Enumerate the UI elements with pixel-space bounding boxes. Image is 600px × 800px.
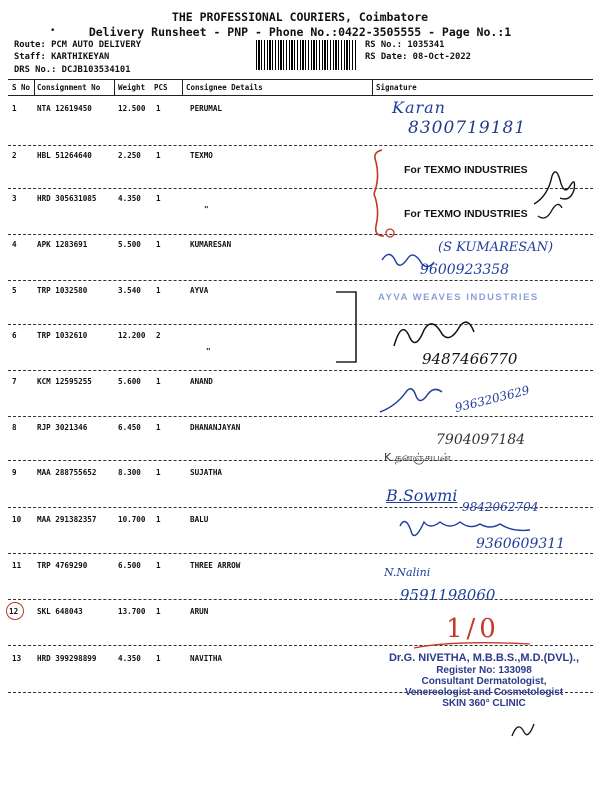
runsheet-subtitle: Delivery Runsheet - PNP - Phone No.:0422-3505555 - Page No.:1 (88, 25, 512, 39)
row-consignee: THREE ARROW (190, 561, 241, 570)
route-text: Route: PCM AUTO DELIVERY (14, 40, 142, 50)
row-consignee: DHANANJAYAN (190, 423, 241, 432)
row-sno: 11 (12, 561, 22, 570)
signature-name: N.Nalini (384, 566, 431, 579)
row-sno: 8 (12, 423, 17, 432)
row-pcs: 2 (156, 331, 161, 340)
column-header-consignment: Consignment No (37, 83, 101, 92)
row-consignment: SKL 648043 (37, 607, 83, 616)
row-weight: 3.540 (118, 286, 141, 295)
row-pcs: 1 (156, 423, 161, 432)
col-divider (34, 79, 35, 95)
row-pcs: 1 (156, 468, 161, 477)
table-row (0, 554, 600, 599)
signature-phone: 9591198060 (400, 586, 496, 604)
table-header-bottom-border (8, 95, 593, 96)
row-pcs: 1 (156, 151, 161, 160)
signature-mark: 1/0 (446, 614, 500, 644)
row-pcs: 1 (156, 515, 161, 524)
row-consignee: PERUMAL (190, 104, 223, 113)
row-consignee: KUMARESAN (190, 240, 232, 249)
row-consignee: " (204, 205, 209, 214)
row-consignment: TRP 1032610 (37, 331, 88, 340)
column-header-consignee: Consignee Details (186, 83, 263, 92)
doctor-name: Dr.G. NIVETHA, M.B.B.S.,M.D.(DVL)., (388, 652, 580, 664)
signature-scribble (376, 382, 446, 418)
row-consignee: SUJATHA (190, 468, 223, 477)
row-sno: 4 (12, 240, 17, 249)
column-header-sno: S No (12, 83, 31, 92)
doctor-stamp (386, 652, 582, 709)
row-consignment: HBL 51264640 (37, 151, 92, 160)
row-consignment: TRP 1032580 (37, 286, 88, 295)
row-consignment: MAA 288755652 (37, 468, 97, 477)
row-sno: 9 (12, 468, 17, 477)
row-consignment: KCM 12595255 (37, 377, 92, 386)
row-consignment: NTA 12619450 (37, 104, 92, 113)
row-consignee: NAVITHA (190, 654, 223, 663)
rs-date: RS Date: 08-Oct-2022 (365, 52, 471, 62)
row-weight: 12.200 (118, 331, 146, 340)
row-consignment: HRD 399298899 (37, 654, 97, 663)
doctor-register: Register No: 133098 (436, 665, 532, 676)
row-weight: 5.600 (118, 377, 141, 386)
row-sno: 3 (12, 194, 17, 203)
signature-phone: 9363203629 (453, 382, 531, 416)
row-weight: 6.500 (118, 561, 141, 570)
row-sno: 7 (12, 377, 17, 386)
row-consignment: MAA 291382357 (37, 515, 97, 524)
row-pcs: 1 (156, 286, 161, 295)
staff-text: Staff: KARTHIKEYAN (14, 52, 110, 62)
row-pcs: 1 (156, 240, 161, 249)
doctor-title: Venereologist and Cosmetologist (404, 687, 564, 698)
table-top-border (8, 79, 593, 80)
barcode (256, 40, 356, 70)
rs-number: RS No.: 1035341 (365, 40, 445, 50)
clinic-name: SKIN 360° CLINIC (442, 698, 526, 709)
signature-phone: 9360609311 (476, 536, 566, 552)
row-consignment: RJP 3021346 (37, 423, 88, 432)
row-pcs: 1 (156, 377, 161, 386)
signature-name: K.தனஞ்சயன் (384, 451, 451, 464)
row-sno: 6 (12, 331, 17, 340)
black-bracket (330, 288, 364, 366)
signature-name: Karan (392, 98, 446, 117)
signature-phone: 9600923358 (420, 262, 510, 278)
row-consignee: " (206, 347, 211, 356)
row-weight: 10.700 (118, 515, 146, 524)
company-stamp: For TEXMO INDUSTRIES (404, 164, 528, 176)
row-consignment: APK 1283691 (37, 240, 88, 249)
row-consignee: BALU (190, 515, 209, 524)
row-consignee: ANAND (190, 377, 213, 386)
bullet-dot: • (50, 26, 56, 36)
row-pcs: 1 (156, 607, 161, 616)
row-weight: 6.450 (118, 423, 141, 432)
row-sno: 13 (12, 654, 22, 663)
signature-phone: 9842062704 (462, 500, 539, 514)
row-weight: 2.250 (118, 151, 141, 160)
row-consignee: AYVA (190, 286, 209, 295)
signature-phone: 8300719181 (408, 118, 527, 138)
company-stamp: AYVA WEAVES INDUSTRIES (378, 292, 539, 303)
row-weight: 13.700 (118, 607, 146, 616)
row-sno: 1 (12, 104, 17, 113)
red-bracket (368, 148, 398, 240)
row-pcs: 1 (156, 194, 161, 203)
signature-phone: 9487466770 (422, 350, 518, 368)
signature-phone: 7904097184 (436, 432, 526, 448)
signature-scribble (388, 312, 478, 352)
company-stamp: For TEXMO INDUSTRIES (404, 208, 528, 220)
row-consignment: TRP 4769290 (37, 561, 88, 570)
row-weight: 5.500 (118, 240, 141, 249)
row-consignment: HRD 305631085 (37, 194, 97, 203)
row-sno: 2 (12, 151, 17, 160)
row-consignee: TEXMO (190, 151, 213, 160)
signature-name: B.Sowmi (386, 486, 458, 505)
column-header-weight: Weight (118, 83, 146, 92)
signature-name: (S KUMARESAN) (438, 240, 554, 255)
row-sno: 12 (9, 607, 19, 616)
col-divider (182, 79, 183, 95)
row-weight: 4.350 (118, 654, 141, 663)
row-weight: 8.300 (118, 468, 141, 477)
column-header-signature: Signature (376, 83, 417, 92)
signature-scribble (536, 196, 566, 226)
table-row (0, 281, 600, 325)
doctor-title: Consultant Dermatologist, (421, 676, 547, 687)
row-sno: 5 (12, 286, 17, 295)
column-header-pcs: PCS (154, 83, 168, 92)
signature-underline (412, 640, 532, 650)
row-consignee: ARUN (190, 607, 209, 616)
table-row (0, 600, 600, 645)
row-pcs: 1 (156, 104, 161, 113)
company-title: THE PROFESSIONAL COURIERS, Coimbatore (171, 10, 429, 24)
col-divider (372, 79, 373, 95)
row-pcs: 1 (156, 654, 161, 663)
signature-scribble (508, 716, 538, 742)
row-pcs: 1 (156, 561, 161, 570)
row-sno: 10 (12, 515, 22, 524)
drs-number: DRS No.: DCJB103534101 (14, 65, 131, 75)
col-divider (114, 79, 115, 95)
row-weight: 12.500 (118, 104, 146, 113)
row-weight: 4.350 (118, 194, 141, 203)
